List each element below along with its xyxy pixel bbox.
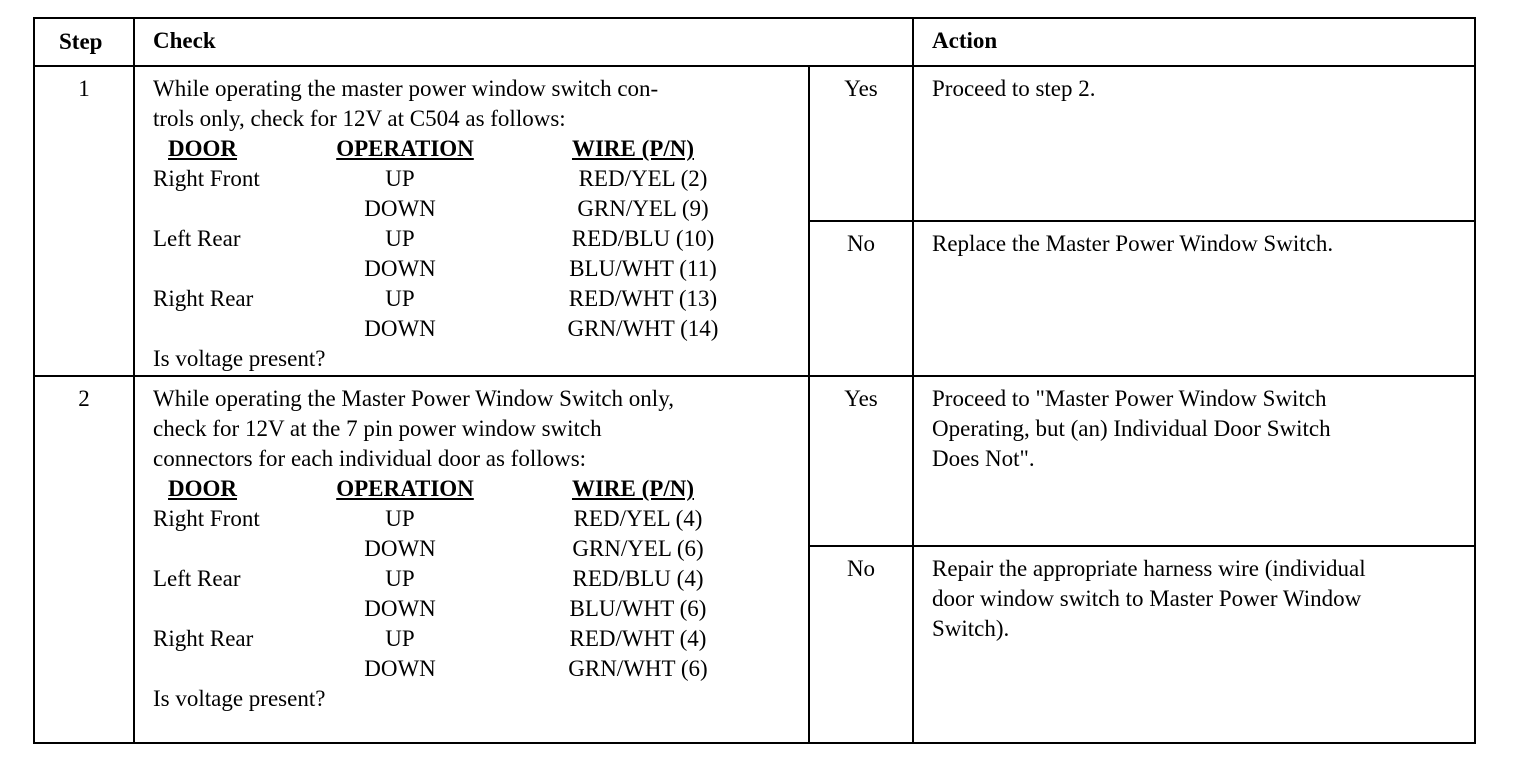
entry-door: Right Front — [153, 506, 260, 531]
check-intro-line: connectors for each individual door as follows: — [153, 446, 587, 471]
row2-yesno-divider — [808, 545, 1474, 547]
yes-action-line: Does Not". — [932, 446, 1035, 471]
no-label: No — [846, 231, 876, 256]
entry-wire: RED/BLU (10) — [571, 226, 715, 251]
yes-action-line: Operating, but (an) Individual Door Switch — [932, 416, 1331, 441]
check-intro-line: While operating the Master Power Window Switch only, — [153, 386, 674, 411]
entry-door: Right Rear — [153, 286, 254, 311]
check-intro-line: trols only, check for 12V at C504 as follows: — [153, 106, 566, 131]
entry-door: Left Rear — [153, 226, 241, 251]
row-divider — [35, 375, 1474, 377]
entry-door: Left Rear — [153, 566, 241, 591]
no-action-line: door window switch to Master Power Window — [932, 586, 1362, 611]
no-action-line: Switch). — [932, 616, 1010, 641]
entry-door: Right Rear — [153, 626, 254, 651]
entry-op: DOWN — [364, 316, 436, 341]
col-head-wire: WIRE (P/N) — [571, 136, 695, 161]
yes-label: Yes — [844, 76, 878, 101]
yes-action-line: Proceed to "Master Power Window Switch — [932, 386, 1327, 411]
check-intro-line: check for 12V at the 7 pin power window switch — [153, 416, 602, 441]
entry-op: UP — [385, 166, 415, 191]
col-head-wire: WIRE (P/N) — [571, 476, 695, 501]
step-number: 1 — [78, 76, 90, 101]
entry-op: DOWN — [364, 196, 436, 221]
col-divider-step — [133, 19, 135, 742]
no-action: Replace the Master Power Window Switch. — [932, 231, 1334, 256]
no-action-line: Repair the appropriate harness wire (individual — [932, 556, 1366, 581]
step-number: 2 — [78, 386, 90, 411]
entry-wire: GRN/YEL (6) — [572, 536, 704, 561]
col-head-door: DOOR — [168, 476, 237, 501]
entry-wire: GRN/YEL (9) — [577, 196, 709, 221]
entry-wire: GRN/WHT (6) — [568, 656, 708, 681]
entry-wire: RED/WHT (13) — [568, 286, 718, 311]
entry-door: Right Front — [153, 166, 260, 191]
entry-op: DOWN — [364, 256, 436, 281]
entry-wire: BLU/WHT (6) — [569, 596, 707, 621]
no-label: No — [846, 556, 876, 581]
col-divider-action — [912, 19, 914, 742]
yes-label: Yes — [844, 386, 878, 411]
check-question: Is voltage present? — [153, 346, 326, 371]
check-intro-line: While operating the master power window switch con- — [153, 76, 659, 101]
check-question: Is voltage present? — [153, 686, 326, 711]
entry-wire: RED/BLU (4) — [572, 566, 704, 591]
entry-op: DOWN — [364, 536, 436, 561]
entry-op: UP — [385, 566, 415, 591]
entry-op: DOWN — [364, 596, 436, 621]
entry-op: UP — [385, 286, 415, 311]
entry-wire: RED/YEL (2) — [578, 166, 708, 191]
header-step: Step — [59, 29, 103, 54]
col-head-operation: OPERATION — [336, 136, 474, 161]
entry-op: DOWN — [364, 656, 436, 681]
entry-op: UP — [385, 226, 415, 251]
row1-yesno-divider — [808, 220, 1474, 222]
col-head-operation: OPERATION — [336, 476, 474, 501]
yes-action: Proceed to step 2. — [932, 76, 1096, 101]
entry-wire: RED/YEL (4) — [573, 506, 703, 531]
entry-op: UP — [385, 626, 415, 651]
entry-wire: RED/WHT (4) — [569, 626, 707, 651]
col-head-door: DOOR — [168, 136, 237, 161]
entry-wire: GRN/WHT (14) — [567, 316, 719, 341]
diagnostic-table — [33, 17, 1476, 744]
entry-op: UP — [385, 506, 415, 531]
header-action: Action — [932, 28, 998, 53]
header-check: Check — [153, 28, 216, 53]
header-divider — [35, 65, 1474, 67]
entry-wire: BLU/WHT (11) — [569, 256, 717, 281]
